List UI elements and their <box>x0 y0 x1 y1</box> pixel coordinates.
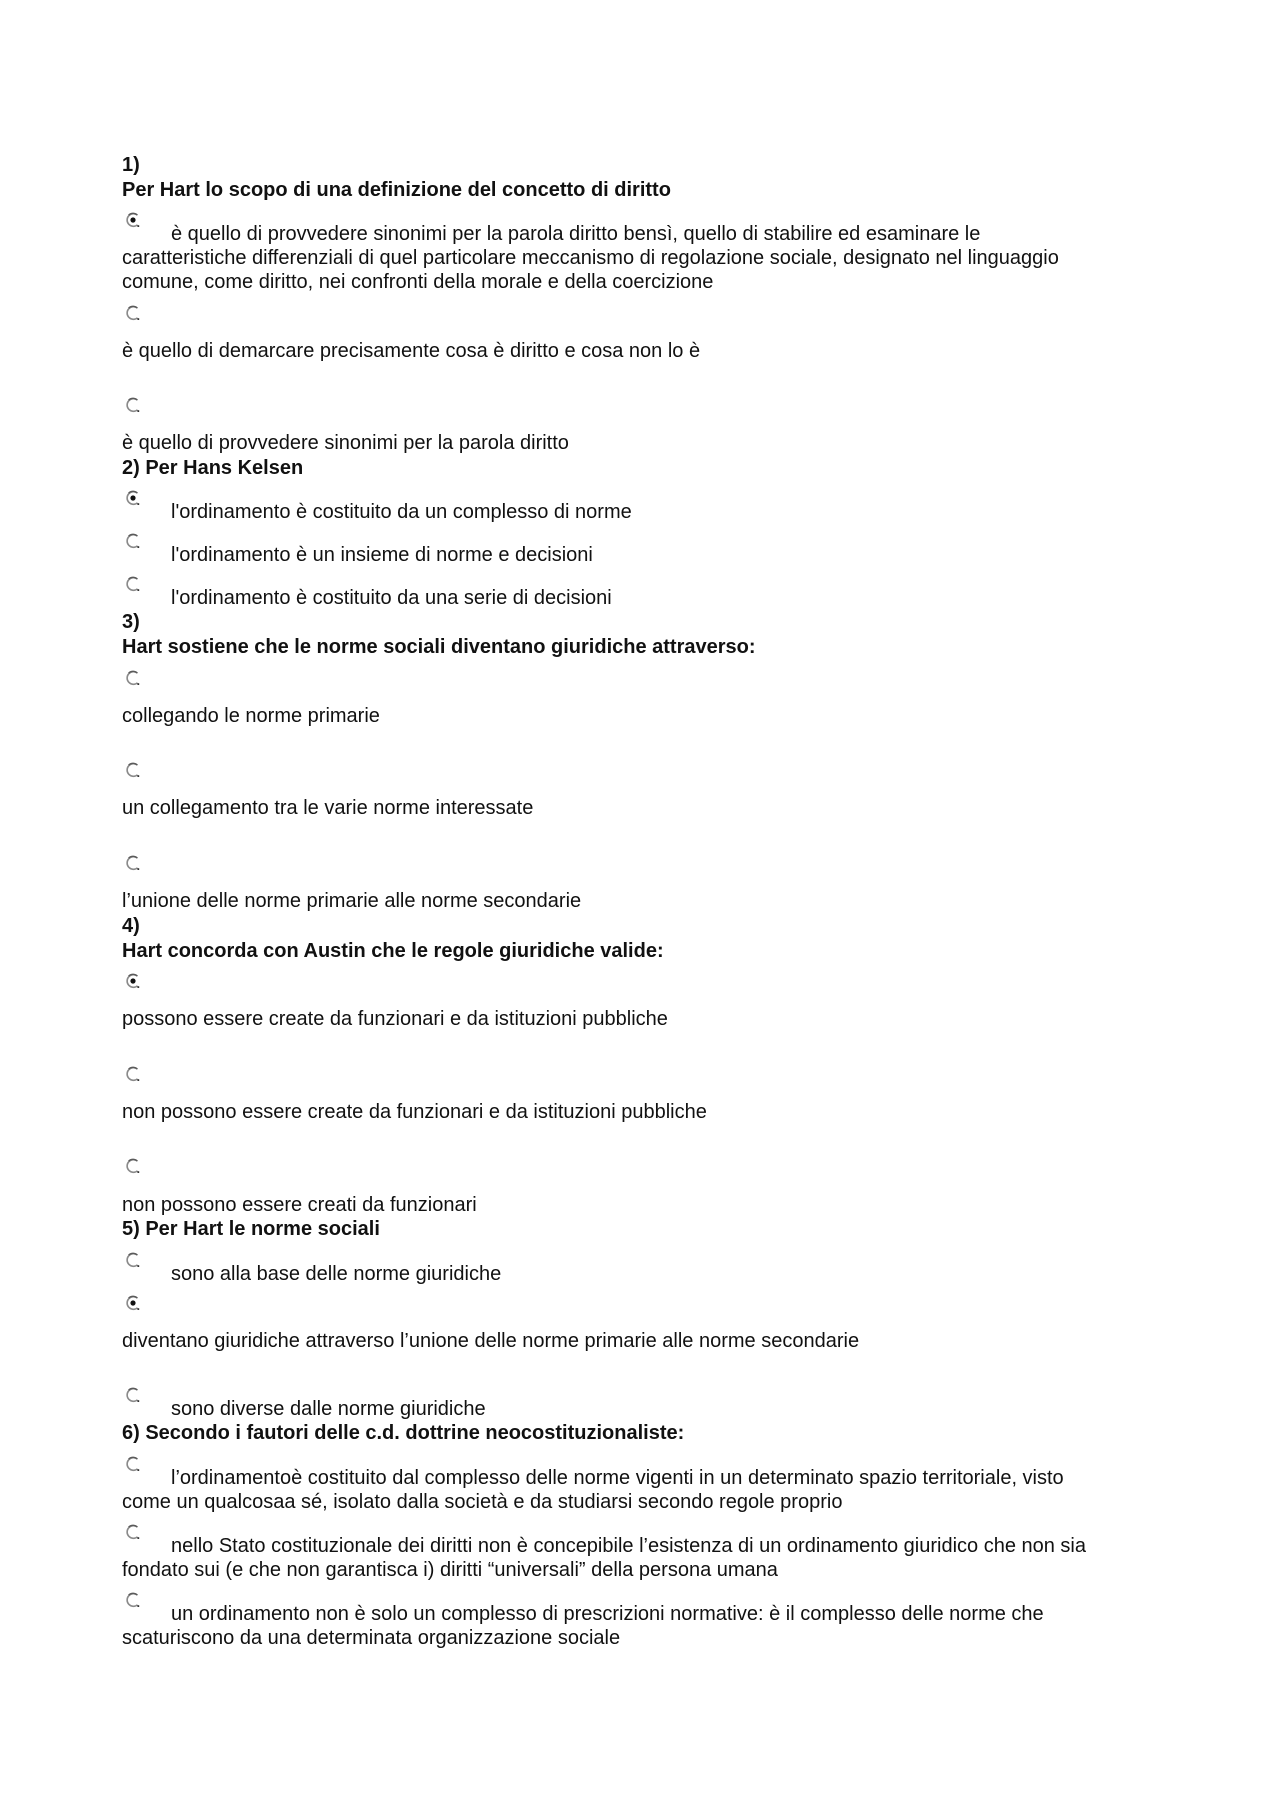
q5-option3-text: sono diverse dalle norme giuridiche <box>171 1398 486 1420</box>
q1-option1-text-line3: comune, come diritto, nei confronti della morale e della coercizione <box>122 271 714 293</box>
q1-option2-text: è quello di demarcare precisamente cosa è diritto e cosa non lo è <box>122 340 701 362</box>
q3-option3-radio[interactable] <box>124 854 142 872</box>
q2-option2-radio[interactable] <box>124 532 142 550</box>
q6-title: 6) Secondo i fautori delle c.d. dottrine neocostituzionaliste: <box>122 1422 685 1444</box>
q2-option3-radio[interactable] <box>124 575 142 593</box>
q3-option2-radio[interactable] <box>124 761 142 779</box>
q2-title: 2) Per Hans Kelsen <box>122 457 304 479</box>
q2-option1-radio[interactable] <box>124 489 142 507</box>
q6-option2-text-line1: nello Stato costituzionale dei diritti non è concepibile l’esistenza di un ordinamento giuridico che non sia <box>171 1535 1086 1557</box>
q4-option1-text: possono essere create da funzionari e da istituzioni pubbliche <box>122 1008 668 1030</box>
q5-option1-text: sono alla base delle norme giuridiche <box>171 1263 502 1285</box>
q5-title: 5) Per Hart le norme sociali <box>122 1218 380 1240</box>
q4-option2-text: non possono essere create da funzionari e da istituzioni pubbliche <box>122 1101 707 1123</box>
q3-option1-radio[interactable] <box>124 669 142 687</box>
q3-option3-text: l’unione delle norme primarie alle norme secondarie <box>122 890 582 912</box>
q1-option1-text-line2: caratteristiche differenziali di quel particolare meccanismo di regolazione sociale, designato nel linguaggio <box>122 247 1059 269</box>
q2-option3-text: l'ordinamento è costituito da una serie di decisioni <box>171 587 612 609</box>
q1-option3-text: è quello di provvedere sinonimi per la parola diritto <box>122 432 569 454</box>
q5-option2-text: diventano giuridiche attraverso l’unione delle norme primarie alle norme secondarie <box>122 1330 860 1352</box>
q3-option2-text: un collegamento tra le varie norme interessate <box>122 797 534 819</box>
q1-option2-radio[interactable] <box>124 304 142 322</box>
q6-option2-text-line2: fondato sui (e che non garantisca i) diritti “universali” della persona umana <box>122 1559 778 1581</box>
q6-option1-text-line2: come un qualcosaa sé, isolato dalla società e da studiarsi secondo regole proprio <box>122 1491 843 1513</box>
q5-option3-radio[interactable] <box>124 1386 142 1404</box>
q1-option1-radio[interactable] <box>124 211 142 229</box>
q6-option3-text-line1: un ordinamento non è solo un complesso di prescrizioni normative: è il complesso delle norme che <box>171 1603 1044 1625</box>
q6-option3-radio[interactable] <box>124 1591 142 1609</box>
q2-option1-text: l'ordinamento è costituito da un complesso di norme <box>171 501 632 523</box>
q2-option2-text: l'ordinamento è un insieme di norme e decisioni <box>171 544 593 566</box>
q6-option1-radio[interactable] <box>124 1455 142 1473</box>
q4-option3-text: non possono essere creati da funzionari <box>122 1194 477 1216</box>
q3-number: 3) <box>122 611 140 633</box>
q1-number: 1) <box>122 154 140 176</box>
q4-option1-radio[interactable] <box>124 972 142 990</box>
q3-title: Hart sostiene che le norme sociali diventano giuridiche attraverso: <box>122 636 756 658</box>
q1-title: Per Hart lo scopo di una definizione del concetto di diritto <box>122 179 671 201</box>
q4-option3-radio[interactable] <box>124 1157 142 1175</box>
q3-option1-text: collegando le norme primarie <box>122 705 380 727</box>
q1-option1-text-line1: è quello di provvedere sinonimi per la parola diritto bensì, quello di stabilire ed esaminare le <box>171 223 981 245</box>
q5-option2-radio[interactable] <box>124 1294 142 1312</box>
q1-option3-radio[interactable] <box>124 396 142 414</box>
q4-option2-radio[interactable] <box>124 1065 142 1083</box>
q4-number: 4) <box>122 915 140 937</box>
q6-option2-radio[interactable] <box>124 1523 142 1541</box>
q5-option1-radio[interactable] <box>124 1251 142 1269</box>
q4-title: Hart concorda con Austin che le regole giuridiche valide: <box>122 940 664 962</box>
q6-option1-text-line1: l’ordinamentoè costituito dal complesso delle norme vigenti in un determinato spazio territoriale, visto <box>171 1467 1064 1489</box>
q6-option3-text-line2: scaturiscono da una determinata organizzazione sociale <box>122 1627 621 1649</box>
